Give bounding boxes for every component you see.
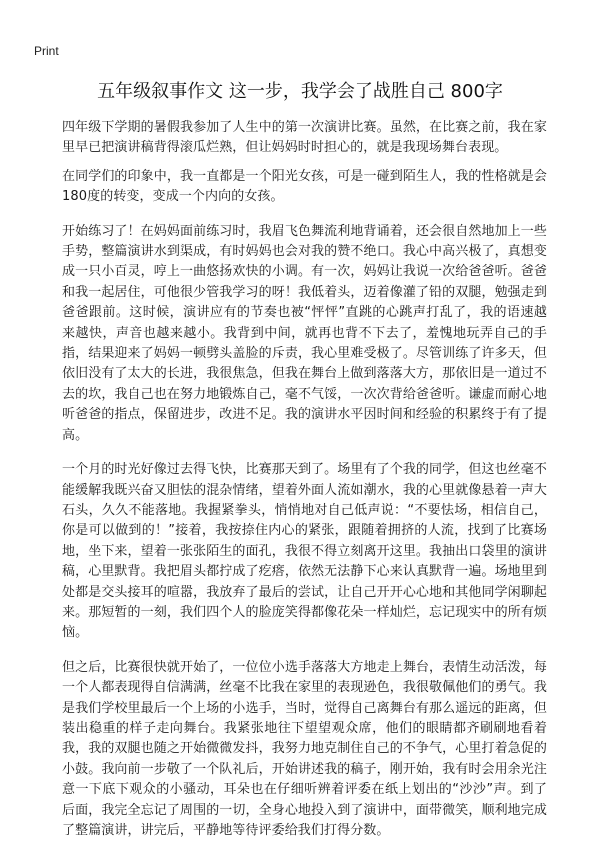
article-body [62,118,547,849]
paragraph: 开始练习了！在妈妈面前练习时，我眉飞色舞流利地背诵着，还会很自然地加上一些手势，整篇演讲水到渠成，有时妈妈也会对我的赞不绝口。我心中高兴极了，真想变成一只小百灵，哼上一曲悠扬欢快的小调。有一次，妈妈让我说一次给爸爸听。爸爸和我一起居住，可他很少管我学习的呀！我低着头，迈着像灌了铅的双腿，勉强走到爸爸跟前。这时候，演讲应有的节奏也被“怦怦”直跳的心跳声打乱了，我的语速越来越快，声音也越来越小。我背到中间，就再也背不下去了，羞愧地玩弄自己的手指，结果迎来了妈妈一顿劈头盖脸的斥责，我心里难受极了。尽管训练了许多天，但依旧没有了太大的长进，我很焦急，但我在舞台上做到落落大方，那依旧是一道过不去的坎，我自己也在努力地锻炼自己，毫不气馁，一次次背给爸爸听。谦虚而耐心地听爸爸的指点，保留进步，改进不足。我的演讲水平因时间和经验的积累终于有了提高。 [62,223,547,443]
paragraph: 在同学们的印象中，我一直都是一个阳光女孩，可是一碰到陌生人，我的性格就是会180度的转变，变成一个内向的女孩。 [62,168,547,205]
paragraph: 一个月的时光好像过去得飞快，比赛那天到了。场里有了个我的同学，但这也丝毫不能缓解我既兴奋又胆怯的混杂情绪，望着外面人流如潮水，我的心里就像悬着一声大石头，久久不能落地。我握紧拳头，悄悄地对自己低声说：“不要怯场，相信自己，你是可以做到的！”接着，我按捺住内心的紧张，跟随着拥挤的人流，找到了比赛场地，坐下来，望着一张张陌生的面孔，我很不得立刻离开这里。我抽出口袋里的演讲稿，心里默背。我把眉头都拧成了疙瘩，依然无法静下心来认真默背一遍。场地里到处都是交头接耳的喧嚣，我放弃了最后的尝试，让自己开开心心地和其他同学闲聊起来。那短暂的一刻，我们四个人的脸庞笑得都像花朵一样灿烂，忘记现实中的所有烦恼。 [62,462,547,641]
paragraph: 四年级下学期的暑假我参加了人生中的第一次演讲比赛。虽然，在比赛之前，我在家里早已把演讲稿背得滚瓜烂熟，但让妈妈时时担心的，就是我现场舞台表现。 [62,120,547,156]
article-title: 五年级叙事作文 这一步，我学会了战胜自己 800字 [97,81,503,102]
paragraph: 但之后，比赛很快就开始了，一位位小选手落落大方地走上舞台，表情生动活泼，每一个人都表现得自信满满，丝毫不比我在家里的表现逊色，我很敬佩他们的勇气。我是我们学校里最后一个上场的小选手，当时，觉得自己离舞台有那么遥远的距离，但装出稳重的样子走向舞台。我紧张地往下望望观众席，他们的眼睛都齐刷刷地看着我，我的双腿也随之开始微微发抖，我努力地克制住自己的不争气，心里打着急促的小鼓。我向前一步敬了一个队礼后，开始讲述我的稿子，刚开始，我有时会用余光注意一下底下观众的小骚动，耳朵也在仔细听辨着评委在纸上划出的“沙沙”声。到了后面，我完全忘记了周围的一切，全身心地投入到了演讲中，面带微笑，顺利地完成了整篇演讲，讲完后，平静地等待评委给我们打得分数。 [62,659,547,838]
print-link[interactable]: Print [34,44,59,58]
